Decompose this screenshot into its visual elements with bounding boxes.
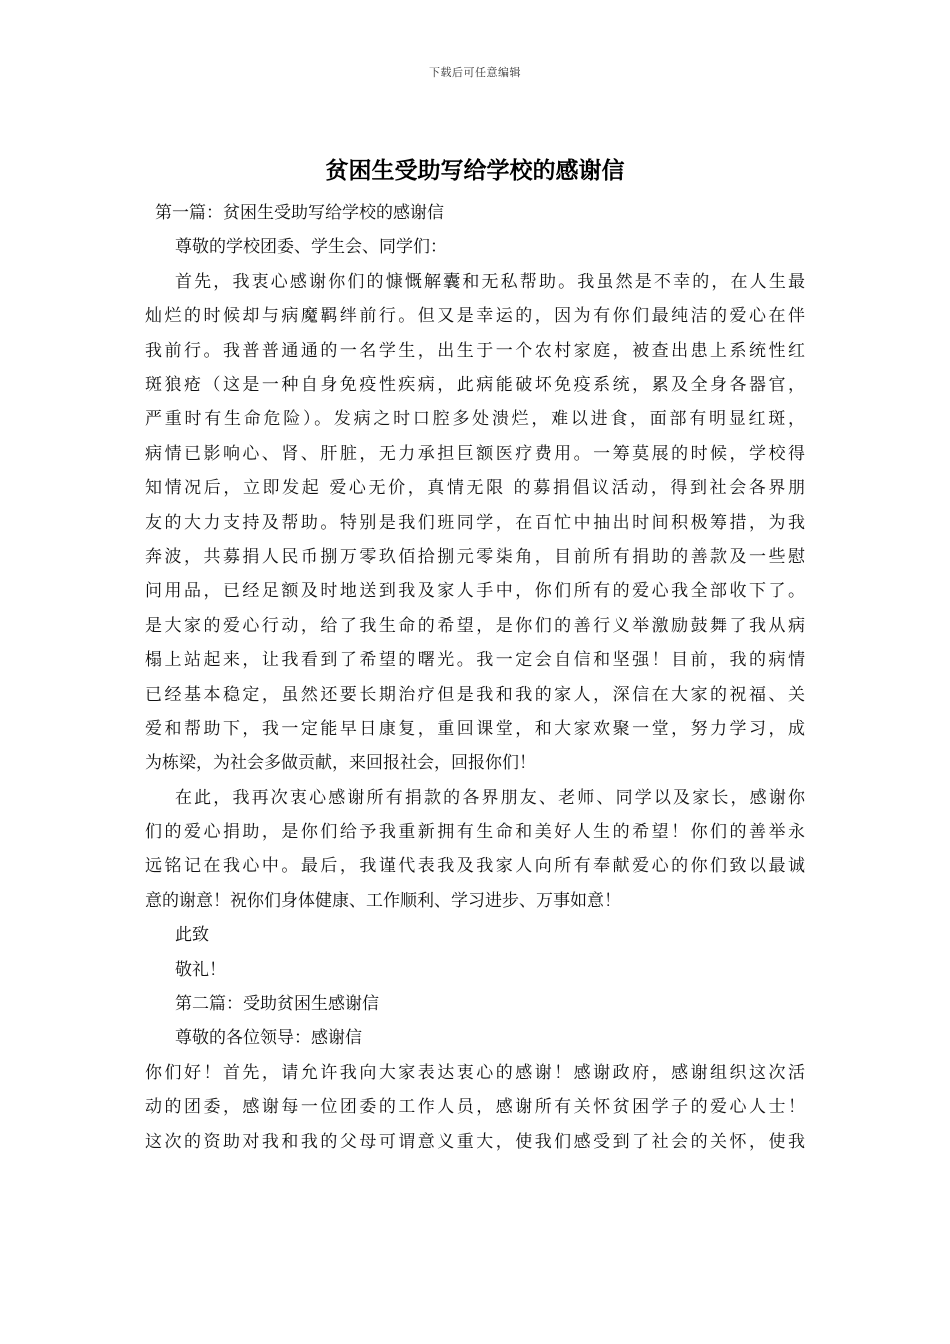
closing-line: 此致: [175, 925, 209, 946]
paragraph-line: 严重时有生命危险）。发病之时口腔多处溃烂，难以进食，面部有明显红斑，: [145, 409, 805, 430]
header-note: 下载后可任意编辑: [429, 66, 521, 79]
document-title: 贫困生受助写给学校的感谢信: [325, 157, 625, 184]
salutation-2: 尊敬的各位领导：感谢信: [175, 1028, 362, 1049]
paragraph-line: 榻上站起来，让我看到了希望的曙光。我一定会自信和坚强！目前，我的病情: [145, 650, 805, 671]
closing-line: 敬礼！: [175, 959, 226, 980]
paragraph-line: 灿烂的时候却与病魔羁绊前行。但又是幸运的，因为有你们最纯洁的爱心在伴: [145, 306, 805, 327]
paragraph-line: 已经基本稳定，虽然还要长期治疗但是我和我的家人，深信在大家的祝福、关: [145, 684, 805, 705]
paragraph-line: 知情况后，立即发起 爱心无价，真情无限 的募捐倡议活动，得到社会各界朋: [145, 478, 805, 499]
paragraph-line: 们的爱心捐助，是你们给予我重新拥有生命和美好人生的希望！你们的善举永: [145, 822, 805, 843]
paragraph-line: 病情已影响心、肾、肝脏，无力承担巨额医疗费用。一筹莫展的时候，学校得: [145, 443, 805, 464]
paragraph-line: 爱和帮助下，我一定能早日康复，重回课堂，和大家欢聚一堂，努力学习，成: [145, 718, 805, 739]
paragraph-line: 奔波，共募捐人民币捌万零玖佰拾捌元零柒角，目前所有捐助的善款及一些慰: [145, 546, 805, 567]
salutation-1: 尊敬的学校团委、学生会、同学们：: [175, 237, 447, 258]
paragraph-line: 远铭记在我心中。最后，我谨代表我及我家人向所有奉献爱心的你们致以最诚: [145, 856, 805, 877]
paragraph-line: 你们好！首先，请允许我向大家表达衷心的感谢！感谢政府，感谢组织这次活: [145, 1062, 805, 1083]
paragraph-line: 为栋梁，为社会多做贡献，来回报社会，回报你们！: [145, 753, 536, 774]
document-body: [145, 196, 805, 1159]
paragraph-line: 在此，我再次衷心感谢所有捐款的各界朋友、老师、同学以及家长，感谢你: [175, 787, 805, 808]
section-heading-1: 第一篇：贫困生受助写给学校的感谢信: [155, 203, 444, 223]
paragraph-line: 意的谢意！祝你们身体健康、工作顺利、学习进步、万事如意！: [145, 890, 621, 911]
paragraph-line: 斑狼疮（这是一种自身免疫性疾病，此病能破坏免疫系统，累及全身各器官，: [145, 374, 805, 395]
paragraph-line: 这次的资助对我和我的父母可谓意义重大，使我们感受到了社会的关怀，使我: [145, 1131, 805, 1152]
paragraph-line: 友的大力支持及帮助。特别是我们班同学，在百忙中抽出时间积极筹措，为我: [145, 512, 805, 533]
section-heading-2: 第二篇：受助贫困生感谢信: [175, 994, 379, 1015]
paragraph-line: 我前行。我普普通通的一名学生，出生于一个农村家庭，被查出患上系统性红: [145, 340, 805, 361]
paragraph-line: 问用品，已经足额及时地送到我及家人手中，你们所有的爱心我全部收下了。: [145, 581, 805, 602]
paragraph-line: 动的团委，感谢每一位团委的工作人员，感谢所有关怀贫困学子的爱心人士！: [145, 1097, 805, 1118]
paragraph-line: 首先，我衷心感谢你们的慷慨解囊和无私帮助。我虽然是不幸的，在人生最: [175, 271, 805, 292]
paragraph-line: 是大家的爱心行动，给了我生命的希望，是你们的善行义举激励鼓舞了我从病: [145, 615, 805, 636]
